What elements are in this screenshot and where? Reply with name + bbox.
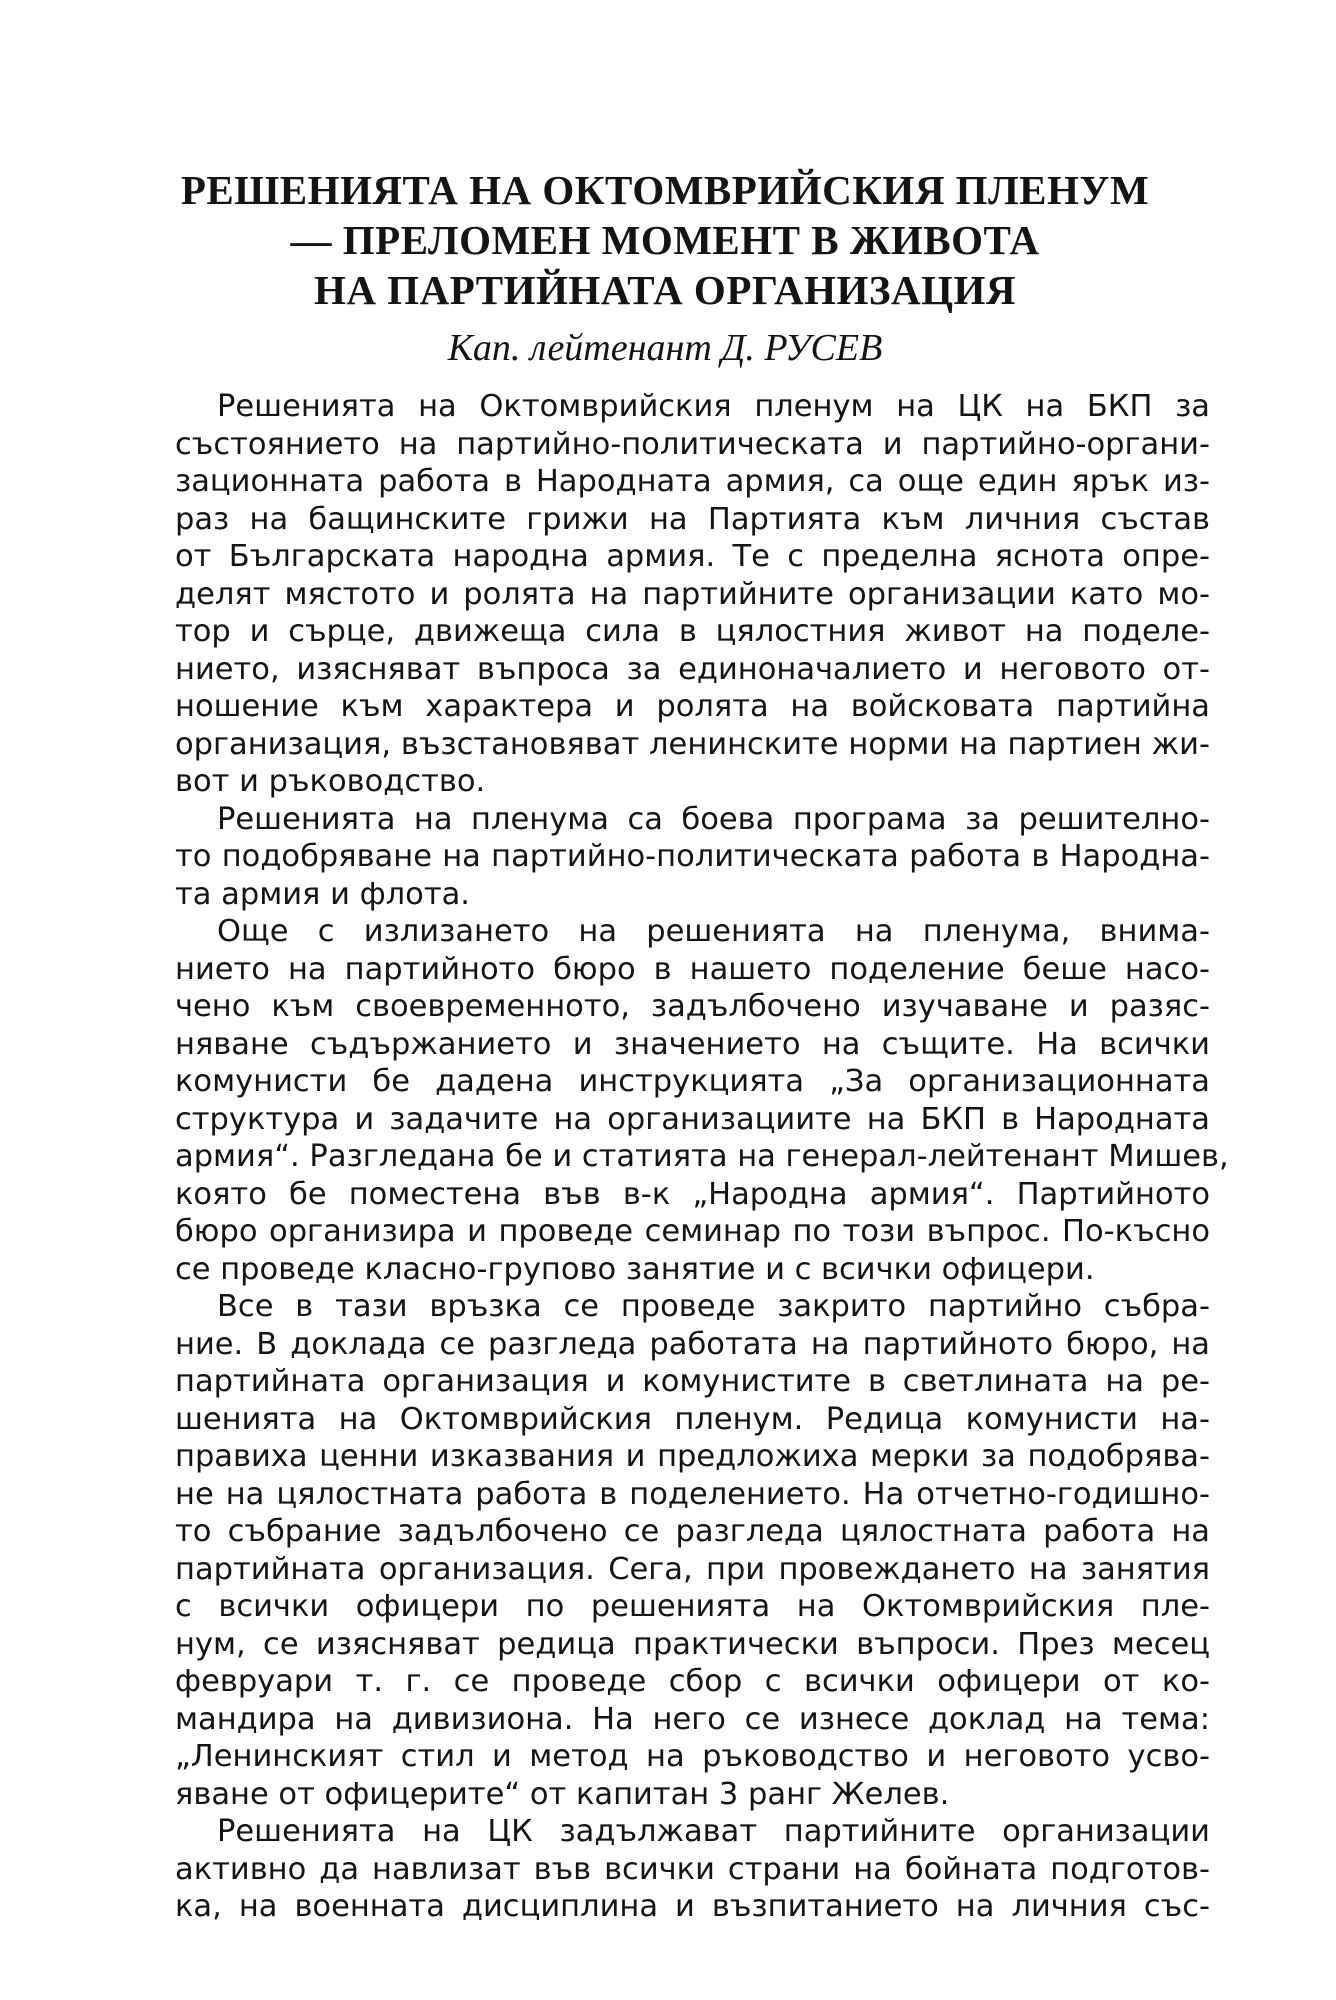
text-line: тор и сърце, движеща сила в цялостния живот на поделе- xyxy=(175,614,1210,649)
text-line: вот и ръководство. xyxy=(175,764,486,799)
article-title-line: — ПРЕЛОМЕН МОМЕНТ В ЖИВОТА xyxy=(290,217,1040,263)
text-line: зационната работа в Народната армия, са още един ярък из- xyxy=(175,464,1210,499)
text-line: с всички офицери по решенията на Октомврийския пле- xyxy=(175,1589,1210,1624)
article-title-line: РЕШЕНИЯТА НА ОКТОМВРИЙСКИЯ ПЛЕНУМ xyxy=(180,167,1150,213)
article-body xyxy=(175,388,1229,1926)
text-line: партийната организация. Сега, при провеждането на занятия xyxy=(175,1551,1210,1587)
text-line: нието, изясняват въпроса за единоначалието и неговото от- xyxy=(175,651,1210,687)
text-line: която бе поместена във в-к „Народна армия“. Партийното xyxy=(175,1176,1210,1212)
text-line: Още с излизането на решенията на пленума, внима- xyxy=(217,914,1210,949)
text-line: февруари т. г. се проведе сбор с всички офицери от ко- xyxy=(175,1664,1210,1699)
text-line: бюро организира и проведе семинар по този въпрос. По-късно xyxy=(175,1214,1210,1249)
text-line: армия“. Разгледана бе и статията на генерал-лейтенант Мишев, xyxy=(175,1139,1229,1174)
text-line: от Българската народна армия. Те с пределна яснота опре- xyxy=(175,539,1210,574)
text-line: комунисти бе дадена инструкцията „За организационната xyxy=(175,1064,1210,1099)
text-line: Решенията на Октомврийския пленум на ЦК на БКП за xyxy=(217,389,1210,424)
text-line: Решенията на ЦК задължават партийните организации xyxy=(217,1814,1210,1849)
text-line: Все в тази връзка се проведе закрито партийно събра- xyxy=(217,1289,1210,1324)
paragraph-1 xyxy=(175,388,1210,801)
text-line: шенията на Октомврийския пленум. Редица комунисти на- xyxy=(175,1401,1210,1437)
text-line: делят мястото и ролята на партийните организации като мо- xyxy=(175,576,1210,612)
paragraph-2 xyxy=(175,801,1210,914)
text-line: състоянието на партийно-политическата и партийно-органи- xyxy=(175,426,1210,462)
text-line: то подобряване на партийно-политическата работа в Народна- xyxy=(175,839,1210,874)
text-line: яване от офицерите“ от капитан 3 ранг Желев. xyxy=(175,1776,950,1812)
text-line: та армия и флота. xyxy=(175,876,470,912)
text-line: организация, възстановяват ленинските норми на партиен жи- xyxy=(175,726,1210,762)
text-line: чено към своевременното, задълбочено изучаване и разяс- xyxy=(175,989,1210,1024)
text-line: ношение към характера и ролята на войсковата партийна xyxy=(175,689,1210,724)
text-line: „Ленинският стил и метод на ръководство и неговото усво- xyxy=(175,1739,1210,1774)
article-author: Кап. лейтенант Д. РУСЕВ xyxy=(447,327,883,369)
article-title-line: НА ПАРТИЙНАТА ОРГАНИЗАЦИЯ xyxy=(313,267,1017,313)
text-line: ка, на военната дисциплина и възпитанието на личния със- xyxy=(175,1889,1210,1924)
text-line: се проведе класно-групово занятие и с всички офицери. xyxy=(175,1251,1095,1287)
paragraph-4 xyxy=(175,1288,1210,1813)
text-line: правиха ценни изказвания и предложиха мерки за подобрява- xyxy=(175,1439,1210,1474)
text-line: нум, се изясняват редица практически въпроси. През месец xyxy=(175,1626,1210,1662)
text-line: не на цялостната работа в поделението. На отчетно-годишно- xyxy=(175,1476,1210,1512)
text-line: ние. В доклада се разгледа работата на партийното бюро, на xyxy=(175,1326,1210,1362)
article-header xyxy=(180,165,1150,371)
text-line: то събрание задълбочено се разгледа цялостната работа на xyxy=(175,1514,1210,1549)
paragraph-5 xyxy=(175,1813,1210,1926)
text-line: Решенията на пленума са боева програма за решително- xyxy=(217,801,1210,837)
text-line: активно да навлизат във всички страни на бойната подготов- xyxy=(175,1851,1210,1887)
text-line: раз на бащинските грижи на Партията към личния състав xyxy=(175,501,1210,537)
text-line: партийната организация и комунистите в светлината на ре- xyxy=(175,1364,1210,1399)
text-line: нието на партийното бюро в нашето поделение беше насо- xyxy=(175,951,1210,987)
text-line: структура и задачите на организациите на БКП в Народната xyxy=(175,1101,1210,1137)
text-line: няване съдържанието и значението на същите. На всички xyxy=(175,1026,1210,1062)
text-line: мандира на дивизиона. На него се изнесе доклад на тема: xyxy=(175,1701,1210,1737)
paragraph-3 xyxy=(175,913,1229,1288)
